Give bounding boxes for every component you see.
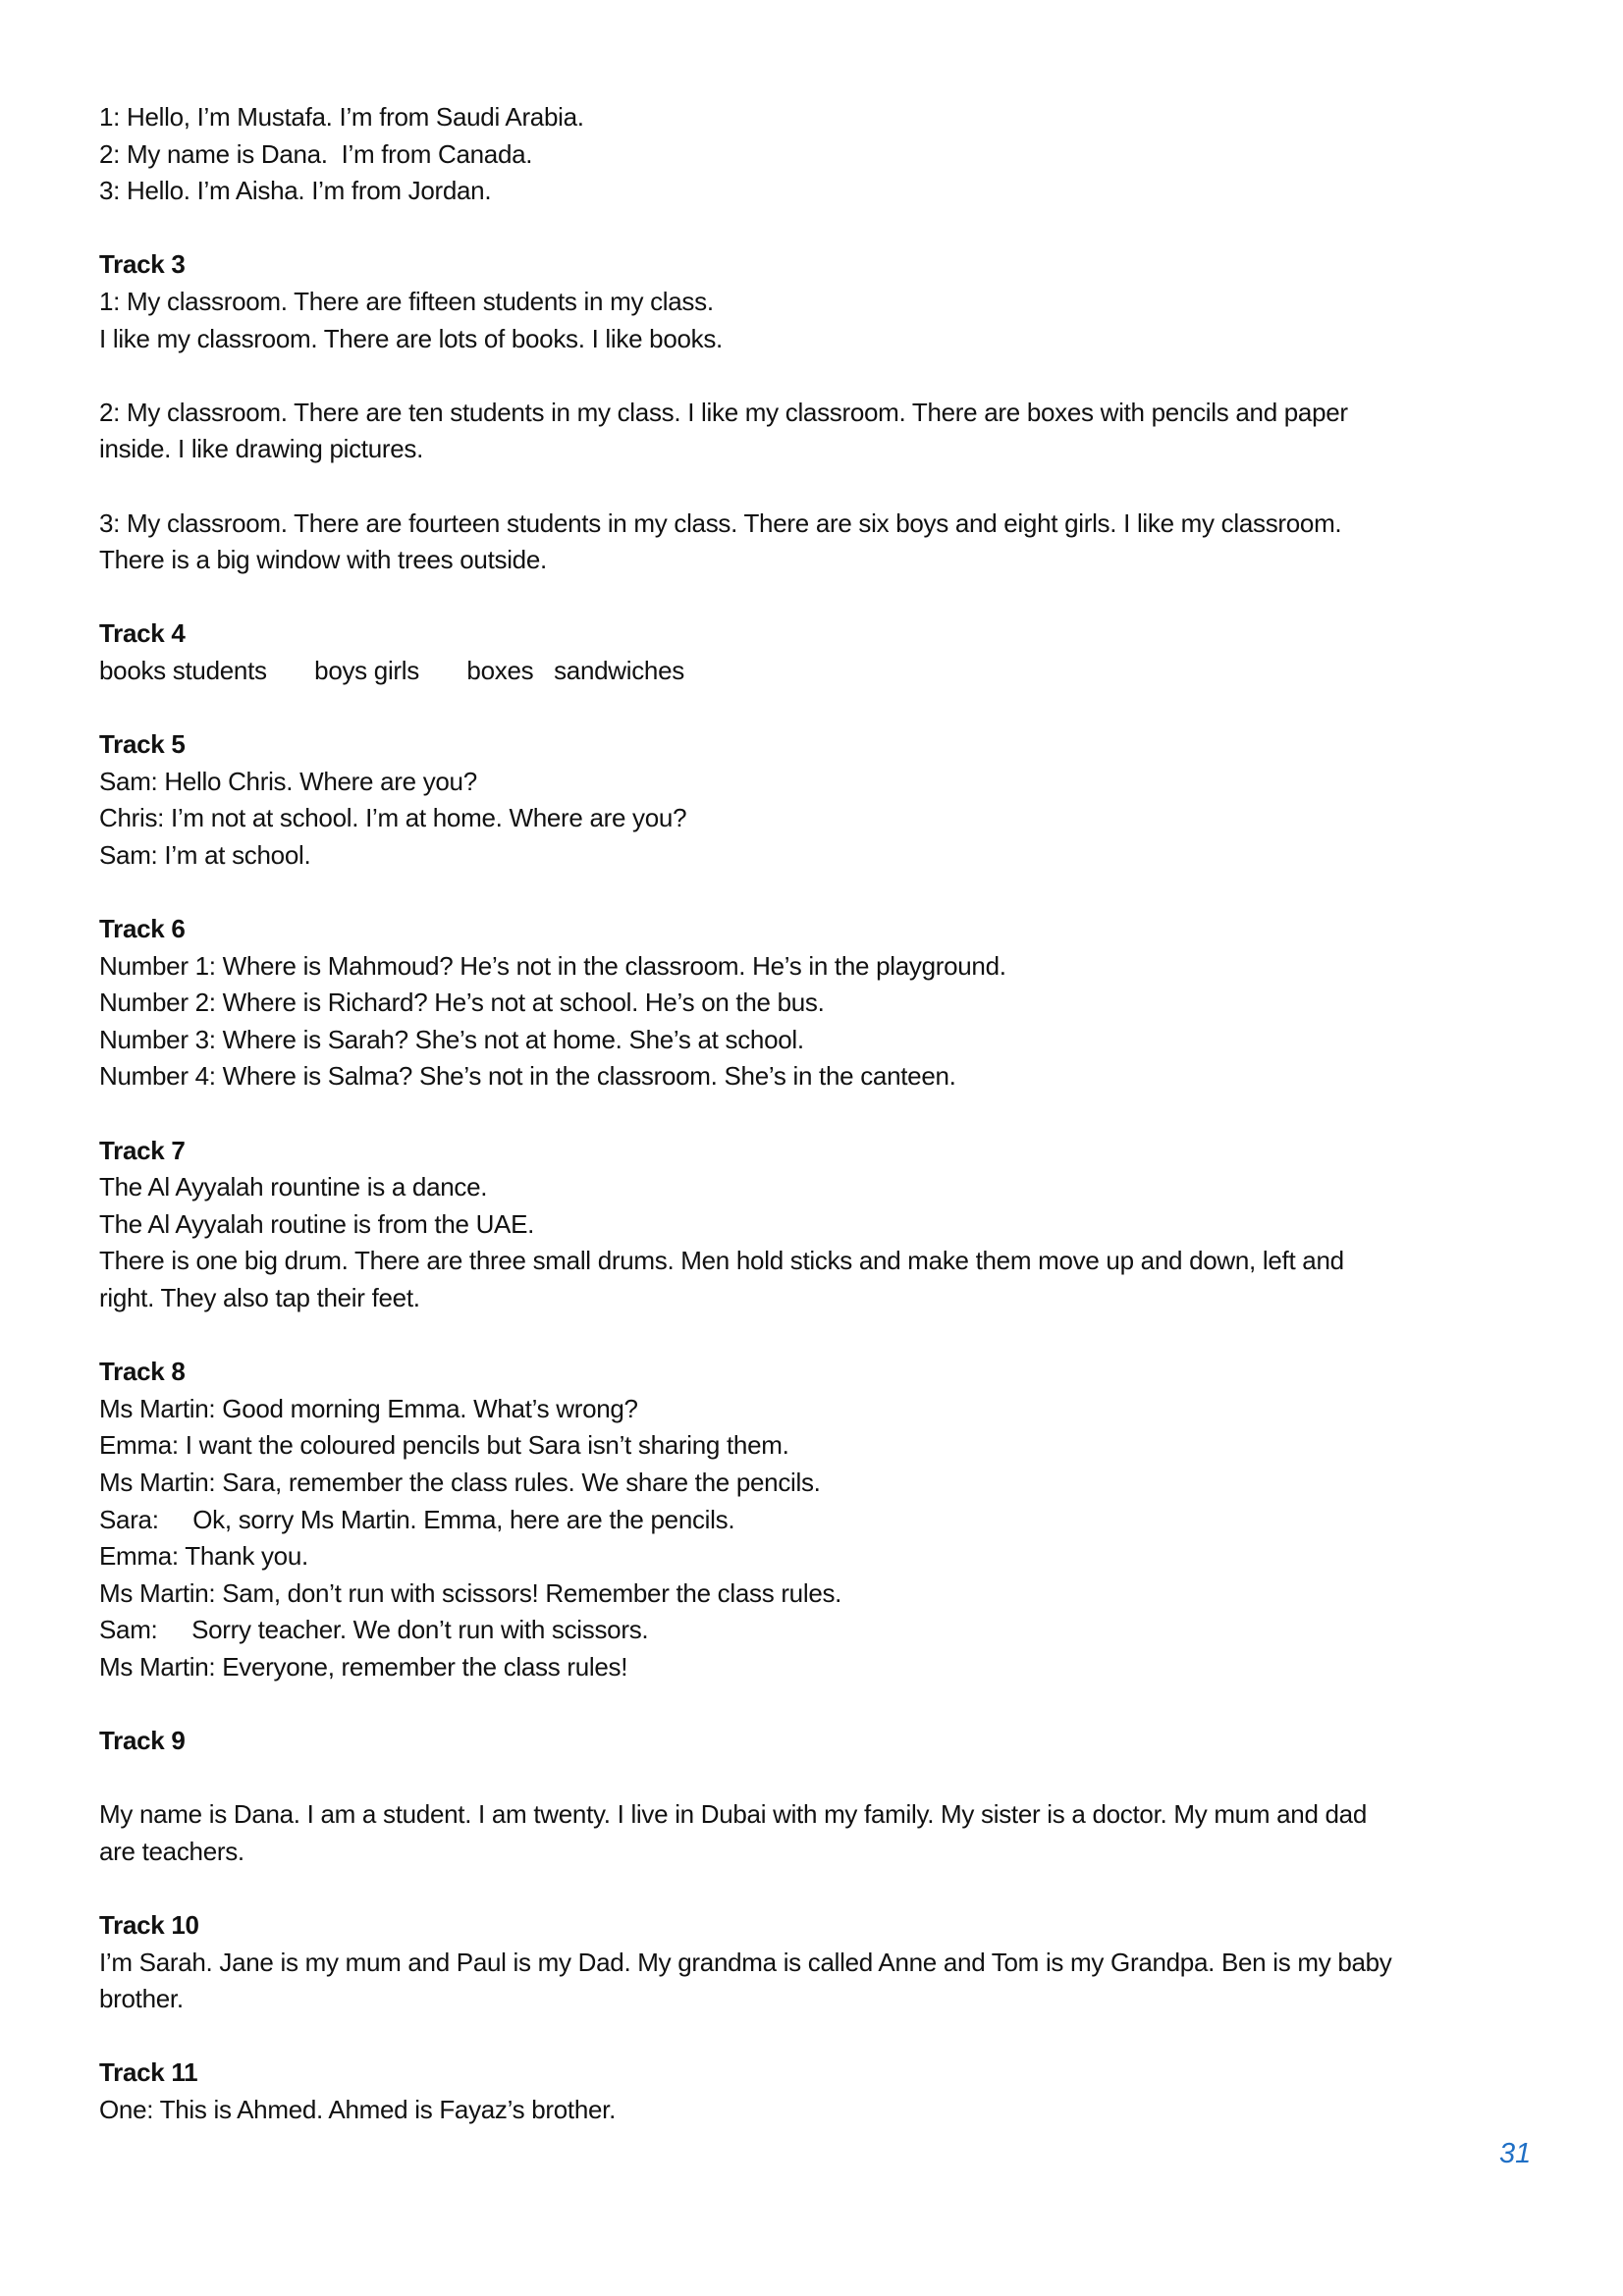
transcript-line: Number 2: Where is Richard? He’s not at school. He’s on the bus. [99,988,825,1018]
section-spacer [99,1871,1533,1908]
transcript-line: Sam: Hello Chris. Where are you? [99,766,477,796]
track-heading: Track 10 [99,1910,199,1941]
transcript-line: Ms Martin: Sam, don’t run with scissors! Remember the class rules. [99,1577,842,1608]
transcript-line: right. They also tap their feet. [99,1283,420,1312]
transcript-line: Ms Martin: Good morning Emma. What’s wrong? [99,1393,638,1423]
transcript-line: Sam: I’m at school. [99,839,311,870]
transcript-line: 1: My classroom. There are fifteen students in my class. [99,286,714,316]
transcript-line: Number 4: Where is Salma? She’s not in the classroom. She’s in the canteen. [99,1061,956,1092]
track-section [99,1907,1533,2018]
transcript-line: My name is Dana. I am a student. I am twenty. I live in Dubai with my family. My sister is a doctor. My mum and dad [99,1799,1368,1830]
section-spacer [99,690,1533,727]
track-section [99,2055,1533,2128]
track-heading: Track 11 [99,2057,198,2088]
track-section [99,911,1533,1095]
track-section [99,246,1533,578]
transcript-document [99,99,1533,2129]
transcript-line: There is one big drum. There are three small drums. Men hold sticks and make them move up and down, left and [99,1246,1344,1276]
section-spacer [99,210,1533,247]
transcript-line: 3: My classroom. There are fourteen students in my class. There are six boys and eight girls. I like my classroom. [99,507,1342,538]
transcript-line: brother. [99,1984,184,2014]
transcript-line: Ms Martin: Sara, remember the class rules. We share the pencils. [99,1467,821,1497]
section-spacer [99,1095,1533,1133]
page-number: 31 [1499,2138,1532,2169]
track-heading: Track 9 [99,1726,186,1756]
transcript-line: I’m Sarah. Jane is my mum and Paul is my Dad. My grandma is called Anne and Tom is my Grandpa. Ben is my baby [99,1947,1392,1977]
track-section [99,615,1533,689]
track-section [99,726,1533,874]
transcript-line: I like my classroom. There are lots of books. I like books. [99,323,723,353]
track-section [99,1354,1533,1685]
transcript-line: Emma: Thank you. [99,1541,308,1572]
transcript-line: 1: Hello, I’m Mustafa. I’m from Saudi Arabia. [99,102,584,132]
transcript-line: are teachers. [99,1836,244,1866]
transcript-line: 3: Hello. I’m Aisha. I’m from Jordan. [99,176,492,206]
transcript-line: Sam: Sorry teacher. We don’t run with scissors. [99,1615,649,1645]
section-spacer [99,874,1533,911]
transcript-line: Emma: I want the coloured pencils but Sara isn’t sharing them. [99,1430,789,1461]
track-section [99,1133,1533,1317]
section-spacer [99,1686,1533,1724]
transcript-line: Number 3: Where is Sarah? She’s not at home. She’s at school. [99,1024,804,1054]
blank-line [99,468,1533,506]
transcript-line: Sara: Ok, sorry Ms Martin. Emma, here are the pencils. [99,1504,735,1534]
track-section [99,1723,1533,1870]
section-spacer [99,579,1533,616]
transcript-line: books students boys girls boxes sandwiches [99,655,684,685]
transcript-line: Number 1: Where is Mahmoud? He’s not in the classroom. He’s in the playground. [99,950,1006,981]
transcript-line: 2: My name is Dana. I’m from Canada. [99,138,533,169]
transcript-line: The Al Ayyalah rountine is a dance. [99,1172,488,1202]
track-heading: Track 7 [99,1135,186,1165]
section-spacer [99,2018,1533,2056]
track-heading: Track 8 [99,1357,186,1387]
transcript-line: The Al Ayyalah routine is from the UAE. [99,1208,535,1239]
track-heading: Track 5 [99,729,186,760]
transcript-line: inside. I like drawing pictures. [99,434,423,464]
transcript-line: One: This is Ahmed. Ahmed is Fayaz’s brother. [99,2095,617,2125]
transcript-line: Chris: I’m not at school. I’m at home. Where are you? [99,803,687,833]
track-section [99,99,1533,210]
section-spacer [99,1317,1533,1355]
track-heading: Track 4 [99,618,186,649]
blank-line [99,357,1533,395]
transcript-line: 2: My classroom. There are ten students in my class. I like my classroom. There are boxes with pencils and paper [99,397,1348,427]
transcript-line: There is a big window with trees outside. [99,545,547,575]
track-heading: Track 3 [99,249,186,280]
blank-line [99,1760,1533,1797]
transcript-line: Ms Martin: Everyone, remember the class rules! [99,1651,628,1682]
track-heading: Track 6 [99,914,186,944]
